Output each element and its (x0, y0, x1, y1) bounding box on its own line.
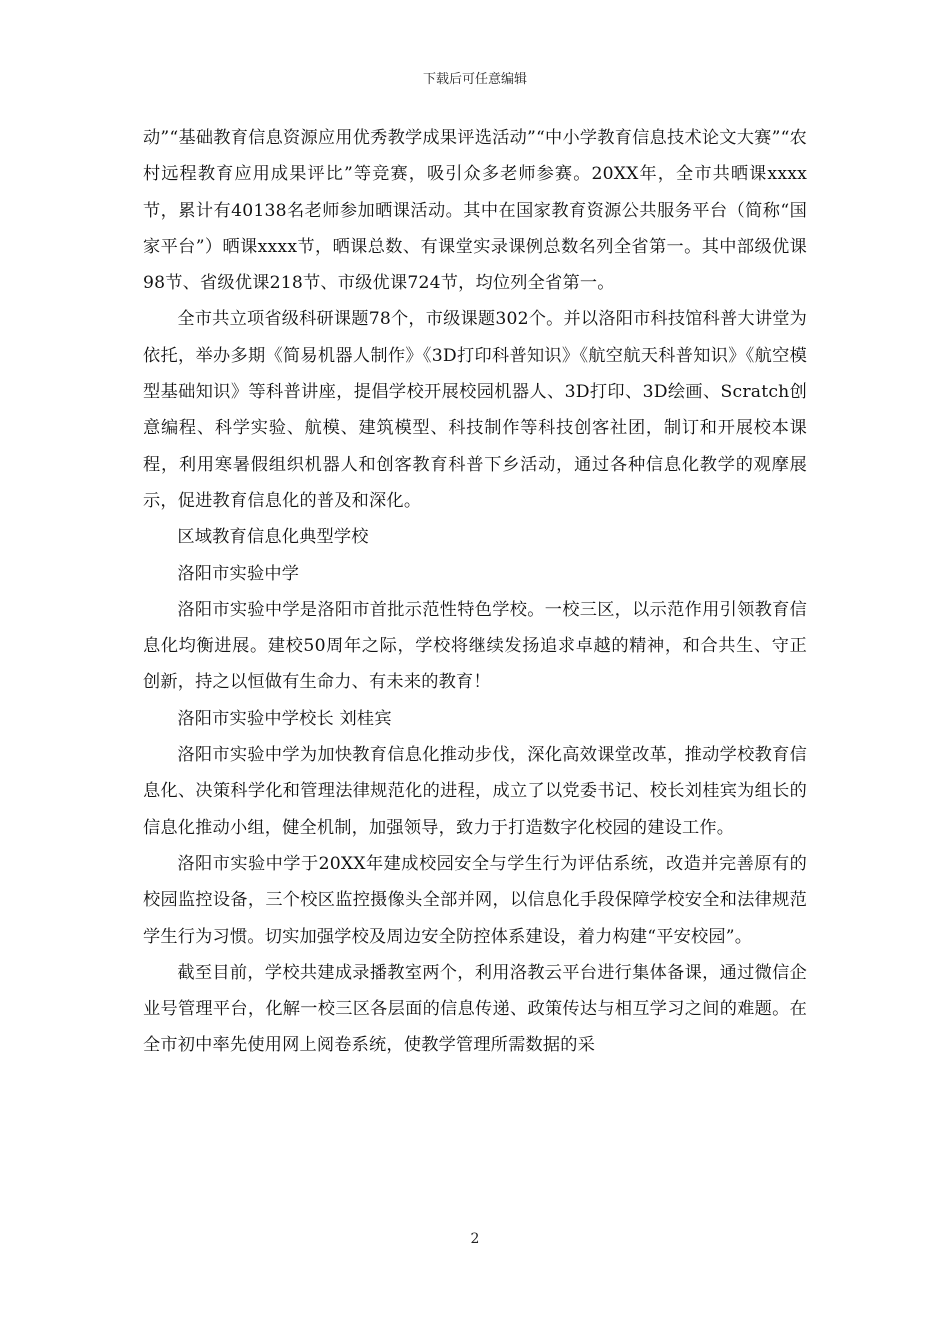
section-heading-typical-schools: 区域教育信息化典型学校 (177, 527, 369, 548)
paragraph-school-intro: 洛阳市实验中学是洛阳市首批示范性特色学校。一校三区，以示范作用引领教育信息化均衡进展。建校50周年之际，学校将继续发扬追求卓越的精神，和合共生、守正创新，持之以恒做有生命力、有未来的教育！ (143, 599, 807, 693)
paragraph-continuation: 动”“基础教育信息资源应用优秀教学成果评选活动”“中小学教育信息技术论文大赛”“农村远程教育应用成果评比”等竞赛，吸引众多老师参赛。20XX年，全市共晒课xxxx节，累计有40138名老师参加晒课活动。其中在国家教育资源公共服务平台（简称“国家平台”）晒课xxxx节，晒课总数、有课堂实录课例总数名列全省第一。其中部级优课98节、省级优课218节、市级优课724节，均位列全省第一。 (143, 128, 807, 294)
page-header: 下载后可任意编辑 (422, 72, 527, 87)
paragraph-recording-classrooms: 截至目前，学校共建成录播教室两个，利用洛教云平台进行集体备课，通过微信企业号管理平台，化解一校三区各层面的信息传递、政策传达与相互学习之间的难题。在全市初中率先使用网上阅卷系统，使教学管理所需数据的采 (143, 962, 807, 1056)
principal-signature-line: 洛阳市实验中学校长 刘桂宾 (177, 708, 392, 729)
school-name-heading: 洛阳市实验中学 (177, 563, 300, 584)
page-number: 2 (470, 1231, 480, 1247)
paragraph-informatization-group: 洛阳市实验中学为加快教育信息化推动步伐，深化高效课堂改革，推动学校教育信息化、决策科学化和管理法律规范化的进程，成立了以党委书记、校长刘桂宾为组长的信息化推动小组，健全机制，加强领导，致力于打造数字化校园的建设工作。 (143, 745, 807, 838)
paragraph-campus-safety: 洛阳市实验中学于20XX年建成校园安全与学生行为评估系统，改造并完善原有的校园监控设备，三个校区监控摄像头全部并网，以信息化手段保障学校安全和法律规范学生行为习惯。切实加强学校及周边安全防控体系建设，着力构建“平安校园”。 (143, 853, 807, 947)
paragraph-research-projects: 全市共立项省级科研课题78个，市级课题302个。并以洛阳市科技馆科普大讲堂为依托，举办多期《简易机器人制作》《3D打印科普知识》《航空航天科普知识》《航空模型基础知识》等科普讲座，提倡学校开展校园机器人、3D打印、3D绘画、Scratch创意编程、科学实验、航模、建筑模型、科技制作等科技创客社团，制订和开展校本课程，利用寒暑假组织机器人和创客教育科普下乡活动，通过各种信息化教学的观摩展示，促进教育信息化的普及和深化。 (143, 309, 807, 511)
document-body (143, 120, 807, 1064)
